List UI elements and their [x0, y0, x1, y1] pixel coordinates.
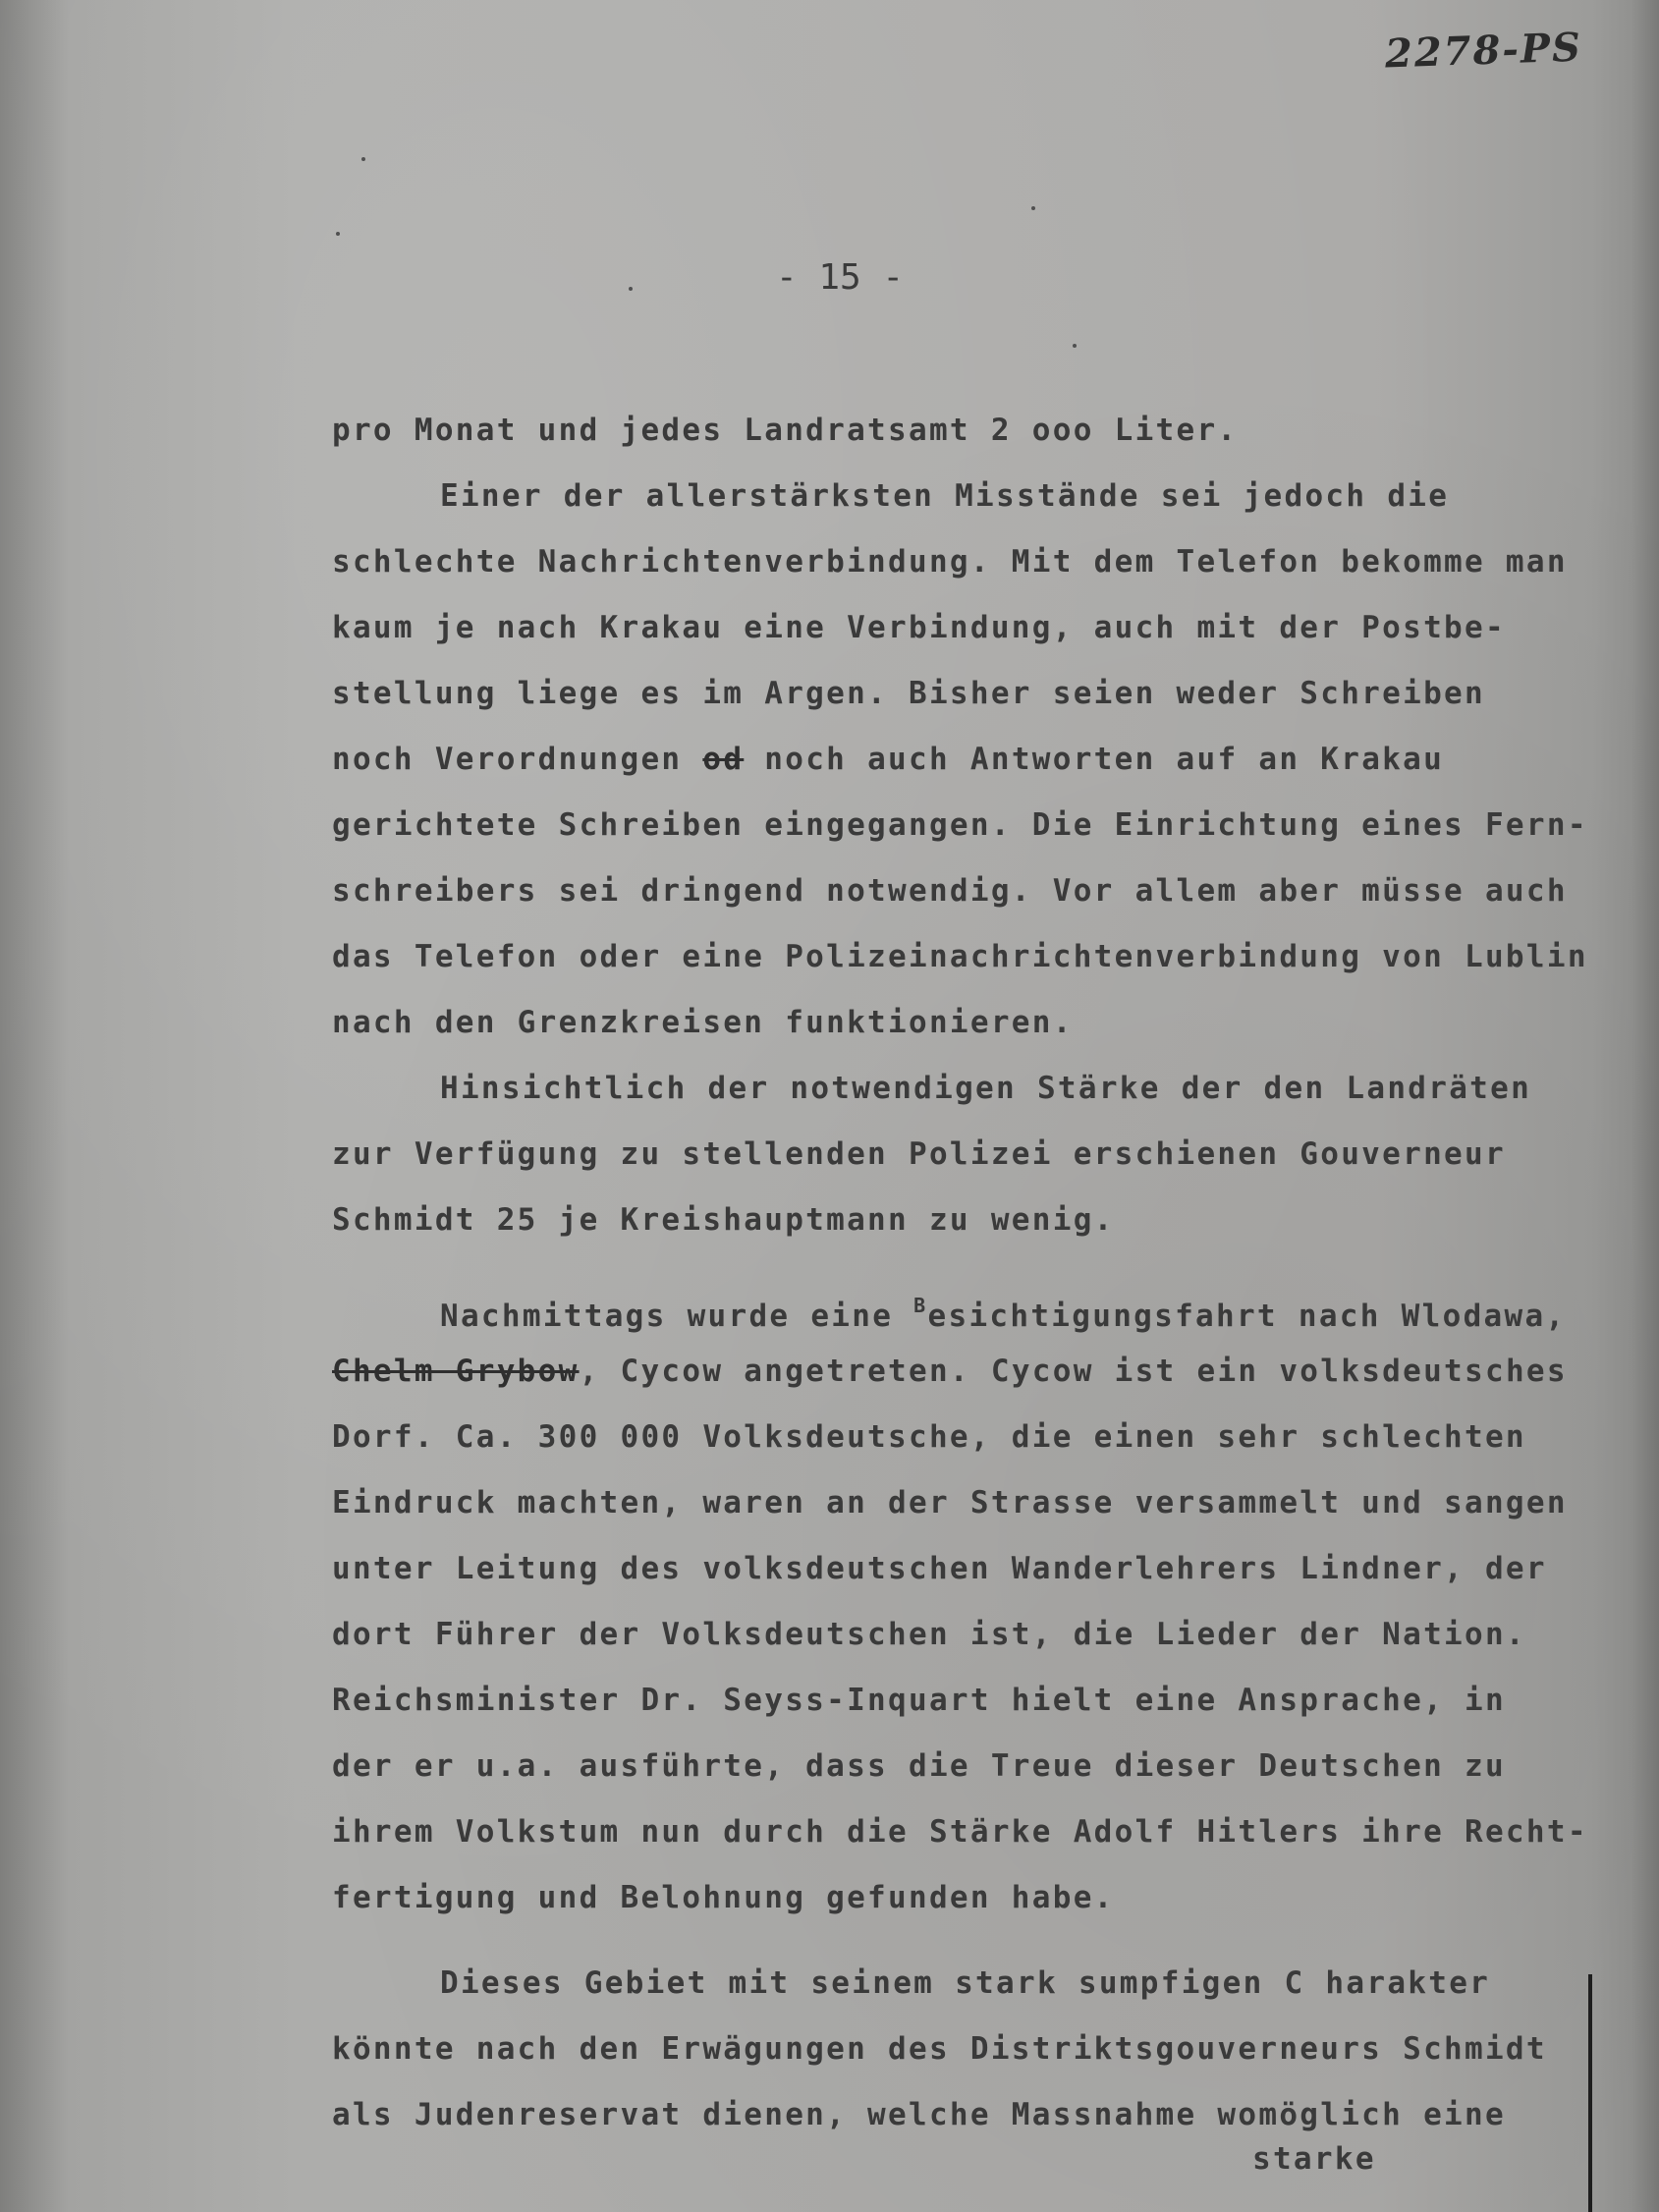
text-line: Dorf. Ca. 300 000 Volksdeutsche, die einen sehr schlechten	[332, 1419, 1526, 1455]
margin-line-mark	[1588, 1974, 1592, 2212]
text-line: stellung liege es im Argen. Bisher seien weder Schreiben	[332, 676, 1485, 711]
text-line: der er u.a. ausführte, dass die Treue dieser Deutschen zu	[332, 1748, 1506, 1784]
text-segment: noch Verordnungen	[332, 742, 703, 777]
text-line: kaum je nach Krakau eine Verbindung, auch mit der Postbe-	[332, 610, 1506, 645]
text-line	[332, 1339, 1609, 1405]
text-line: als Judenreservat dienen, welche Massnahme womöglich eine	[332, 2097, 1506, 2132]
text-line: Schmidt 25 je Kreishauptmann zu wenig.	[332, 1202, 1115, 1238]
text-line: dort Führer der Volksdeutschen ist, die Lieder der Nation.	[332, 1617, 1526, 1652]
text-line: gerichtete Schreiben eingegangen. Die Einrichtung eines Fern-	[332, 807, 1588, 843]
text-line	[332, 727, 1609, 793]
ink-speck	[1031, 206, 1035, 210]
ink-speck	[1073, 344, 1077, 348]
text-line: das Telefon oder eine Polizeinachrichtenverbindung von Lublin	[332, 939, 1588, 974]
body-text	[332, 398, 1609, 2148]
text-segment: esichtigungsfahrt nach Wlodawa,	[927, 1299, 1567, 1334]
ink-speck	[336, 232, 340, 236]
struck-text: od	[702, 742, 745, 777]
text-line: schlechte Nachrichtenverbindung. Mit dem Telefon bekomme man	[332, 544, 1568, 580]
text-segment: Nachmittags wurde eine	[440, 1299, 914, 1334]
ink-speck	[361, 157, 365, 161]
text-line	[332, 1273, 1609, 1339]
text-line: Dieses Gebiet mit seinem stark sumpfigen C harakter	[440, 1965, 1491, 2001]
document-reference-number: 2278-PS	[1384, 24, 1583, 78]
ink-speck	[629, 287, 633, 291]
text-line: Reichsminister Dr. Seyss-Inquart hielt eine Ansprache, in	[332, 1683, 1506, 1718]
text-line: zur Verfügung zu stellenden Polizei erschienen Gouverneur	[332, 1136, 1506, 1172]
text-line: nach den Grenzkreisen funktionieren.	[332, 1005, 1074, 1040]
text-line: könnte nach den Erwägungen des Distriktsgouverneurs Schmidt	[332, 2031, 1547, 2067]
struck-text: Chelm Grybow	[332, 1354, 580, 1389]
catchword: starke	[1252, 2141, 1376, 2177]
text-line: unter Leitung des volksdeutschen Wanderlehrers Lindner, der	[332, 1551, 1547, 1586]
text-line: ihrem Volkstum nun durch die Stärke Adolf Hitlers ihre Recht-	[332, 1814, 1588, 1850]
text-segment: , Cycow angetreten. Cycow ist ein volksdeutsches	[579, 1354, 1568, 1389]
superscript-correction: B	[913, 1294, 928, 1317]
text-segment: noch auch Antworten auf an Krakau	[744, 742, 1445, 777]
page-number: - 15 -	[776, 257, 905, 298]
text-line: Einer der allerstärksten Misstände sei jedoch die	[440, 478, 1450, 514]
text-line: Hinsichtlich der notwendigen Stärke der den Landräten	[440, 1071, 1532, 1106]
text-line: fertigung und Belohnung gefunden habe.	[332, 1880, 1115, 1915]
text-line: pro Monat und jedes Landratsamt 2 ooo Liter.	[332, 413, 1239, 448]
text-line: schreibers sei dringend notwendig. Vor allem aber müsse auch	[332, 873, 1568, 909]
text-line: Eindruck machten, waren an der Strasse versammelt und sangen	[332, 1485, 1568, 1521]
page-edge-shadow	[1631, 0, 1659, 2212]
